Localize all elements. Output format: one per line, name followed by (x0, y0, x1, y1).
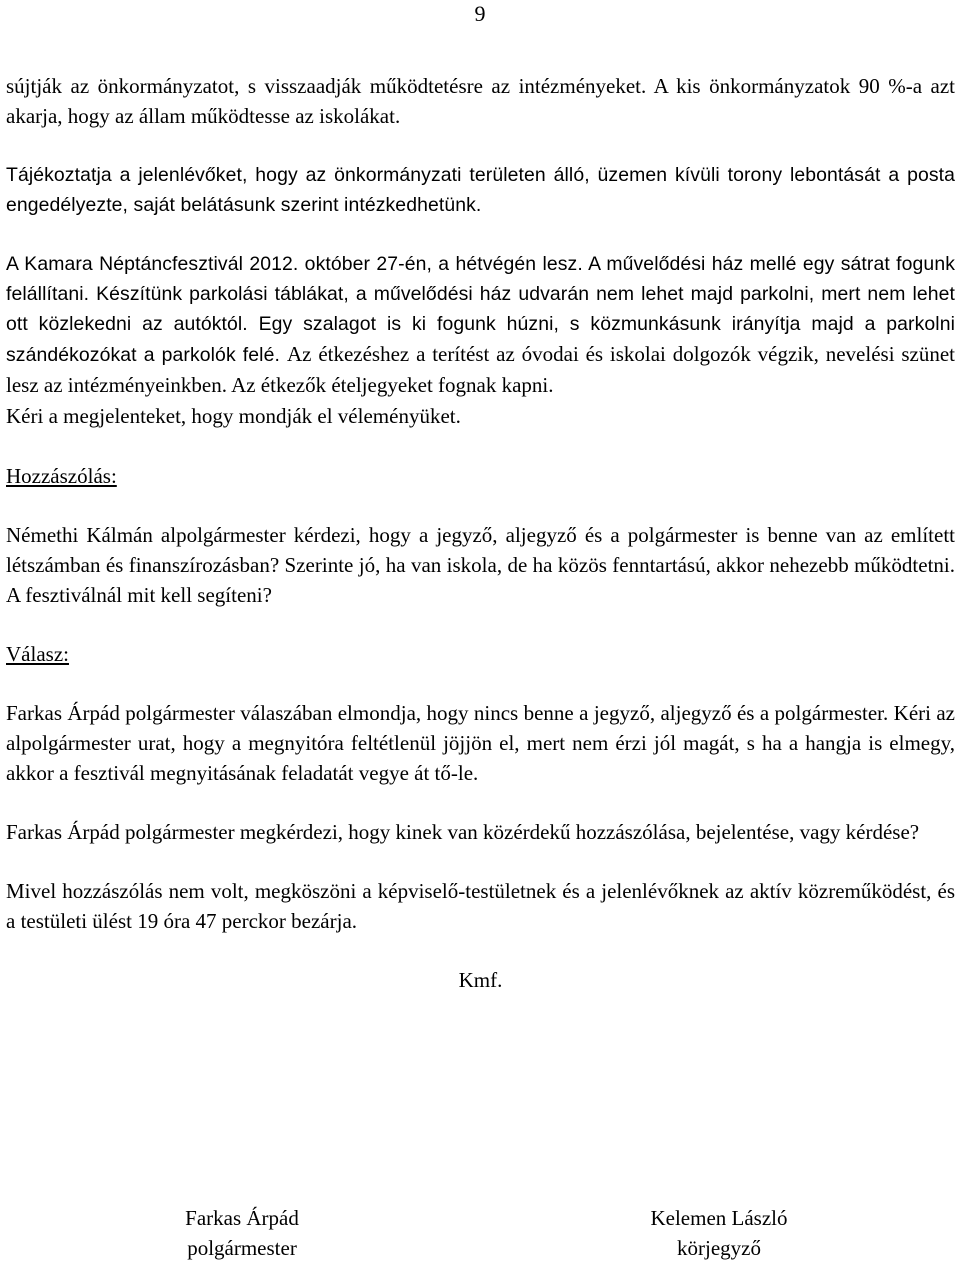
paragraph-question: Némethi Kálmán alpolgármester kérdezi, hogy a jegyző, aljegyző és a polgármester is benne van az említett létszámban és finanszírozásban? Szerinte jó, ha van iskola, de ha közös fenntartású, akkor nehezebb működtetni. A fesztiválnál mit kell segíteni? (6, 523, 955, 607)
festival-text: A Kamara Néptáncfesztivál 2012. október 27-én, a hétvégén lesz. A művelődési ház mellé egy sátrat fogunk felállítani. Készítünk parkolási táblákat, a művelődési ház udvarán nem lehet majd parkolni, mert nem lehet ott közlekedni az autóktól. Egy szalagot is ki fogunk húzni, s közmunkásunk irányítja majd a parkolni szándékozókat a parkolók felé. (6, 253, 955, 366)
heading-answer: Válasz: (6, 642, 69, 666)
paragraph-intro: sújtják az önkormányzatot, s visszaadják működtetésre az intézményeket. A kis önkormányzatok 90 %-a azt akarja, hogy az állam működtesse az iskolákat. (6, 74, 955, 128)
paragraph-festival (6, 249, 955, 432)
signature-notary-name: Kelemen László (650, 1206, 788, 1230)
signature-notary-title: körjegyző (677, 1236, 761, 1260)
signature-mayor (112, 1203, 372, 1263)
signature-mayor-title: polgármester (187, 1236, 297, 1260)
document-body (6, 71, 955, 1024)
paragraph-tower: Tájékoztatja a jelenlévőket, hogy az önkormányzati területen álló, üzemen kívüli torony lebontását a posta engedélyezte, saját belátásunk szerint intézkedhetünk. (6, 164, 955, 216)
opinion-request-text: Kéri a megjelenteket, hogy mondják el véleményüket. (6, 404, 461, 428)
signature-notary (589, 1203, 849, 1263)
page-number: 9 (474, 1, 486, 26)
paragraph-closing: Mivel hozzászólás nem volt, megköszöni a képviselő-testületnek és a jelenlévőknek az aktív közreműködést, és a testületi ülést 19 óra 47 perckor bezárja. (6, 879, 955, 933)
signature-mayor-name: Farkas Árpád (185, 1206, 299, 1230)
paragraph-public-interest: Farkas Árpád polgármester megkérdezi, hogy kinek van közérdekű hozzászólása, bejelentése, vagy kérdése? (6, 820, 920, 844)
kmf-label: Kmf. (458, 968, 503, 992)
paragraph-answer: Farkas Árpád polgármester válaszában elmondja, hogy nincs benne a jegyző, aljegyző és a polgármester. Kéri az alpolgármester urat, hogy a megnyitóra feltétlenül jöjjön el, mert nem érzi jól magát, s ha a hangja is elmegy, akkor a fesztivál megnyitásának feladatát vegye át tő-le. (6, 701, 955, 785)
heading-comment: Hozzászólás: (6, 464, 117, 488)
catering-text: Az étkezéshez a terítést az óvodai és iskolai dolgozók végzik, nevelési szünet lesz az intézményeinkben. Az étkezők ételjegyeket fognak kapni. (6, 342, 955, 397)
